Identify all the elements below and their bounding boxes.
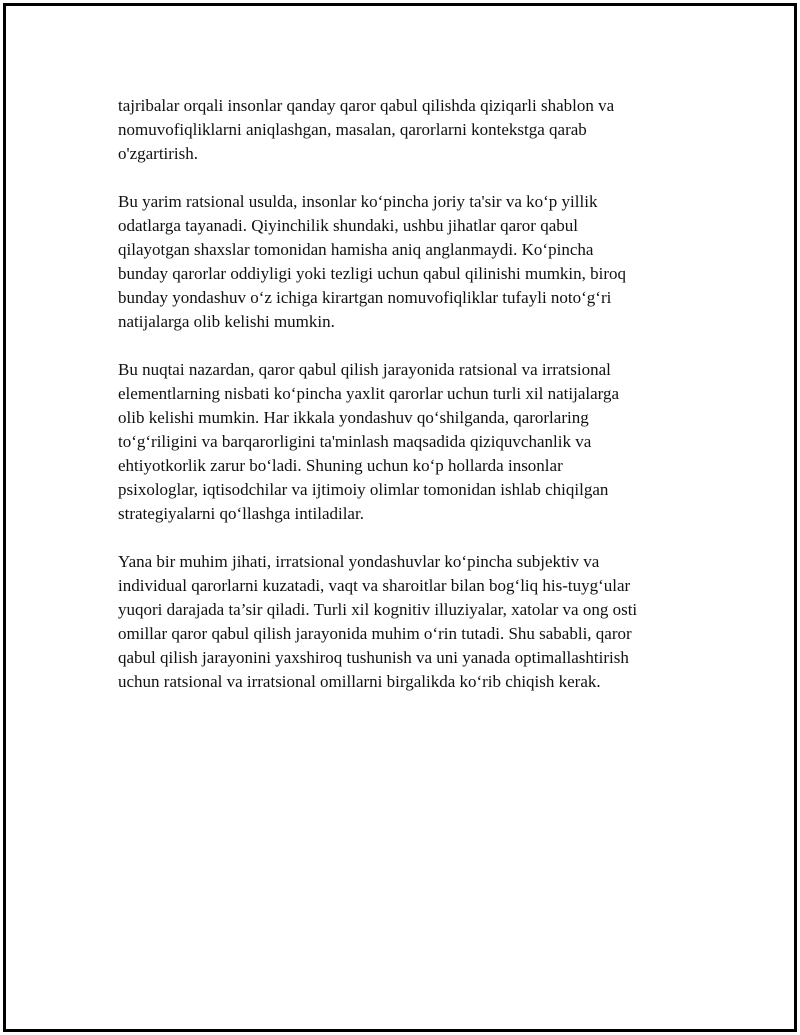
text-line: to‘g‘riligini va barqarorligini ta'minlash maqsadida qiziquvchanlik va [118, 432, 592, 451]
text-line: strategiyalarni qo‘llashga intiladilar. [118, 504, 364, 523]
paragraph-2 [118, 190, 718, 334]
paragraph-1 [118, 94, 718, 166]
text-line: individual qarorlarni kuzatadi, vaqt va sharoitlar bilan bog‘liq his-tuyg‘ular [118, 576, 631, 595]
text-line: bunday qarorlar oddiyligi yoki tezligi uchun qabul qilinishi mumkin, biroq [118, 264, 627, 283]
text-line: uchun ratsional va irratsional omillarni birgalikda ko‘rib chiqish kerak. [118, 672, 601, 691]
paragraph-3 [118, 358, 718, 526]
text-line: omillar qaror qabul qilish jarayonida muhim o‘rin tutadi. Shu sababli, qaror [118, 624, 632, 643]
text-line: Yana bir muhim jihati, irratsional yondashuvlar ko‘pincha subjektiv va [118, 552, 600, 571]
text-line: olib kelishi mumkin. Har ikkala yondashuv qo‘shilganda, qarorlaring [118, 408, 589, 427]
text-line: o'zgartirish. [118, 144, 199, 163]
text-line: qabul qilish jarayonini yaxshiroq tushunish va uni yanada optimallashtirish [118, 648, 629, 667]
document-body [118, 94, 718, 718]
paragraph-4 [118, 550, 718, 694]
text-line: Bu nuqtai nazardan, qaror qabul qilish jarayonida ratsional va irratsional [118, 360, 611, 379]
text-line: psixologlar, iqtisodchilar va ijtimoiy olimlar tomonidan ishlab chiqilgan [118, 480, 609, 499]
text-line: ehtiyotkorlik zarur bo‘ladi. Shuning uchun ko‘p hollarda insonlar [118, 456, 563, 475]
text-line: tajribalar orqali insonlar qanday qaror qabul qilishda qiziqarli shablon va [118, 96, 615, 115]
text-line: yuqori darajada ta’sir qiladi. Turli xil kognitiv illuziyalar, xatolar va ong osti [118, 600, 638, 619]
text-line: qilayotgan shaxslar tomonidan hamisha aniq anglanmaydi. Ko‘pincha [118, 240, 594, 259]
text-line: natijalarga olib kelishi mumkin. [118, 312, 335, 331]
text-line: odatlarga tayanadi. Qiyinchilik shundaki, ushbu jihatlar qaror qabul [118, 216, 578, 235]
text-line: nomuvofiqliklarni aniqlashgan, masalan, qarorlarni kontekstga qarab [118, 120, 587, 139]
text-line: Bu yarim ratsional usulda, insonlar ko‘pincha joriy ta'sir va ko‘p yillik [118, 192, 598, 211]
text-line: elementlarning nisbati ko‘pincha yaxlit qarorlar uchun turli xil natijalarga [118, 384, 620, 403]
text-line: bunday yondashuv o‘z ichiga kirartgan nomuvofiqliklar tufayli noto‘g‘ri [118, 288, 612, 307]
